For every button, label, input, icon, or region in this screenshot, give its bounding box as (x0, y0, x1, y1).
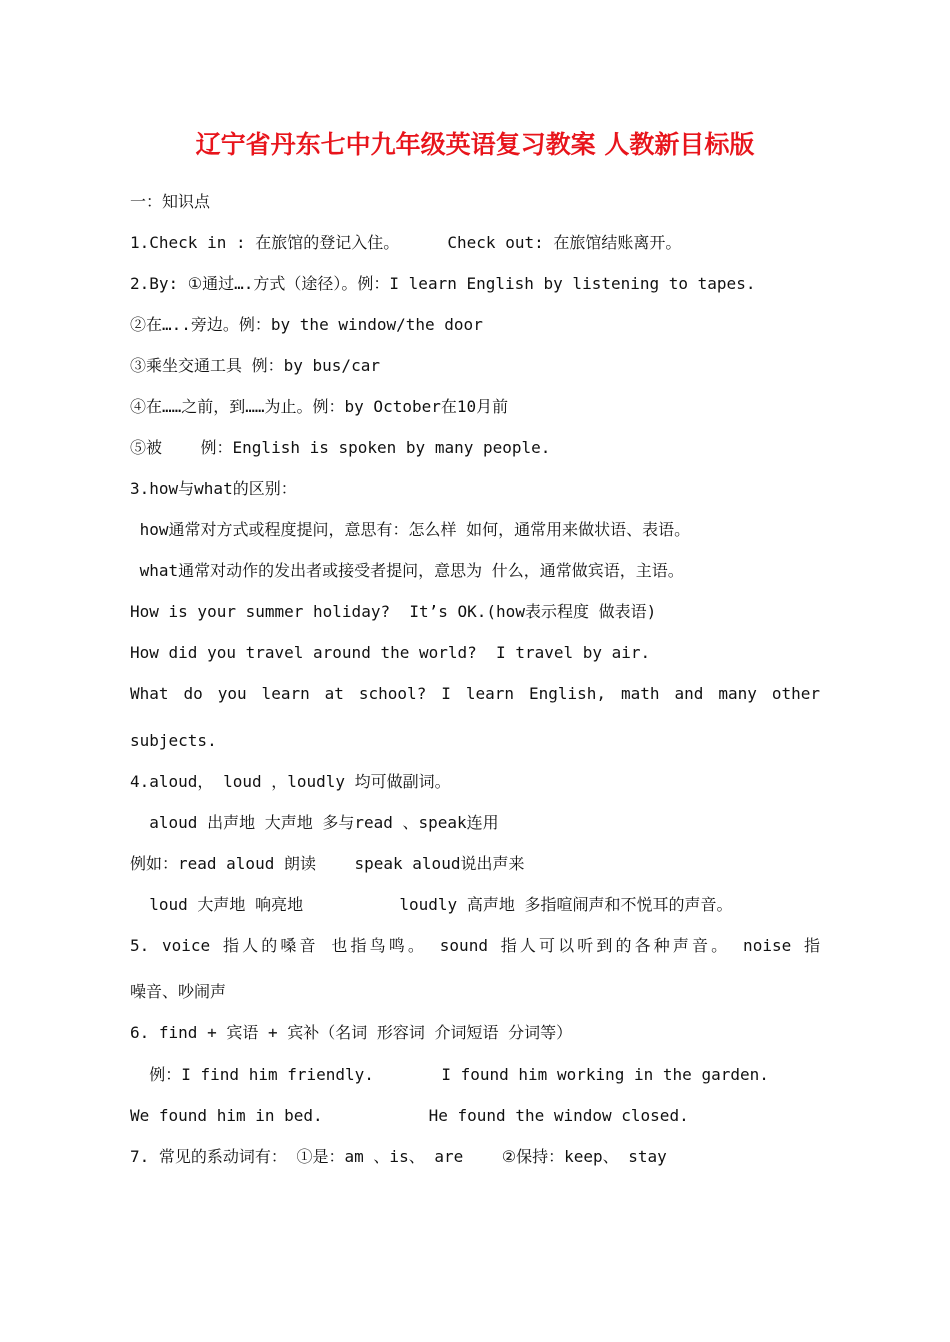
text-line: 例如：read aloud 朗读 speak aloud说出声来 (130, 854, 525, 873)
text-line: 7. 常见的系动词有： ①是：am 、is、 are ②保持：keep、 stay (130, 1147, 667, 1166)
text-line: ④在……之前，到……为止。例：by October在10月前 (130, 397, 509, 416)
text-line: 1.Check in : 在旅馆的登记入住。 Check out: 在旅馆结账离开。 (130, 233, 682, 252)
text-line: 6. find + 宾语 + 宾补（名词 形容词 介词短语 分词等） (130, 1023, 573, 1042)
text-line: ③乘坐交通工具 例：by bus/car (130, 356, 380, 375)
text-line: How is your summer holiday? It’s OK.(how表示程度 做表语) (130, 602, 657, 621)
text-line: loud 大声地 响亮地 loudly 高声地 多指喧闹声和不悦耳的声音。 (130, 895, 733, 914)
text-line: ②在…..旁边。例：by the window/the door (130, 315, 483, 334)
text-line: 5. voice 指人的嗓音 也指鸟鸣。 sound 指人可以听到的各种声音。 noise 指 (130, 936, 820, 955)
text-line: How did you travel around the world? I travel by air. (130, 643, 651, 662)
text-line: What do you learn at school? I learn English, math and many other (130, 684, 820, 703)
text-line: We found him in bed. He found the window closed. (130, 1106, 689, 1125)
text-line: 噪音、吵闹声 (130, 982, 227, 1001)
document-title: 辽宁省丹东七中九年级英语复习教案 人教新目标版 (195, 130, 755, 159)
text-line: what通常对动作的发出者或接受者提问，意思为 什么，通常做宾语，主语。 (130, 561, 684, 580)
text-line: how通常对方式或程度提问，意思有：怎么样 如何，通常用来做状语、表语。 (130, 520, 691, 539)
text-line: subjects. (130, 731, 217, 750)
text-line: 4.aloud， loud ，loudly 均可做副词。 (130, 772, 451, 791)
section-heading: 一：知识点 (130, 192, 211, 211)
text-line: 2.By: ①通过….方式（途径）。例：I learn English by listening to tapes. (130, 274, 756, 293)
text-line: 3.how与what的区别： (130, 479, 297, 498)
text-line: aloud 出声地 大声地 多与read 、speak连用 (130, 813, 499, 832)
text-line: 例：I find him friendly. I found him working in the garden. (130, 1065, 769, 1084)
text-line: ⑤被 例：English is spoken by many people. (130, 438, 551, 457)
